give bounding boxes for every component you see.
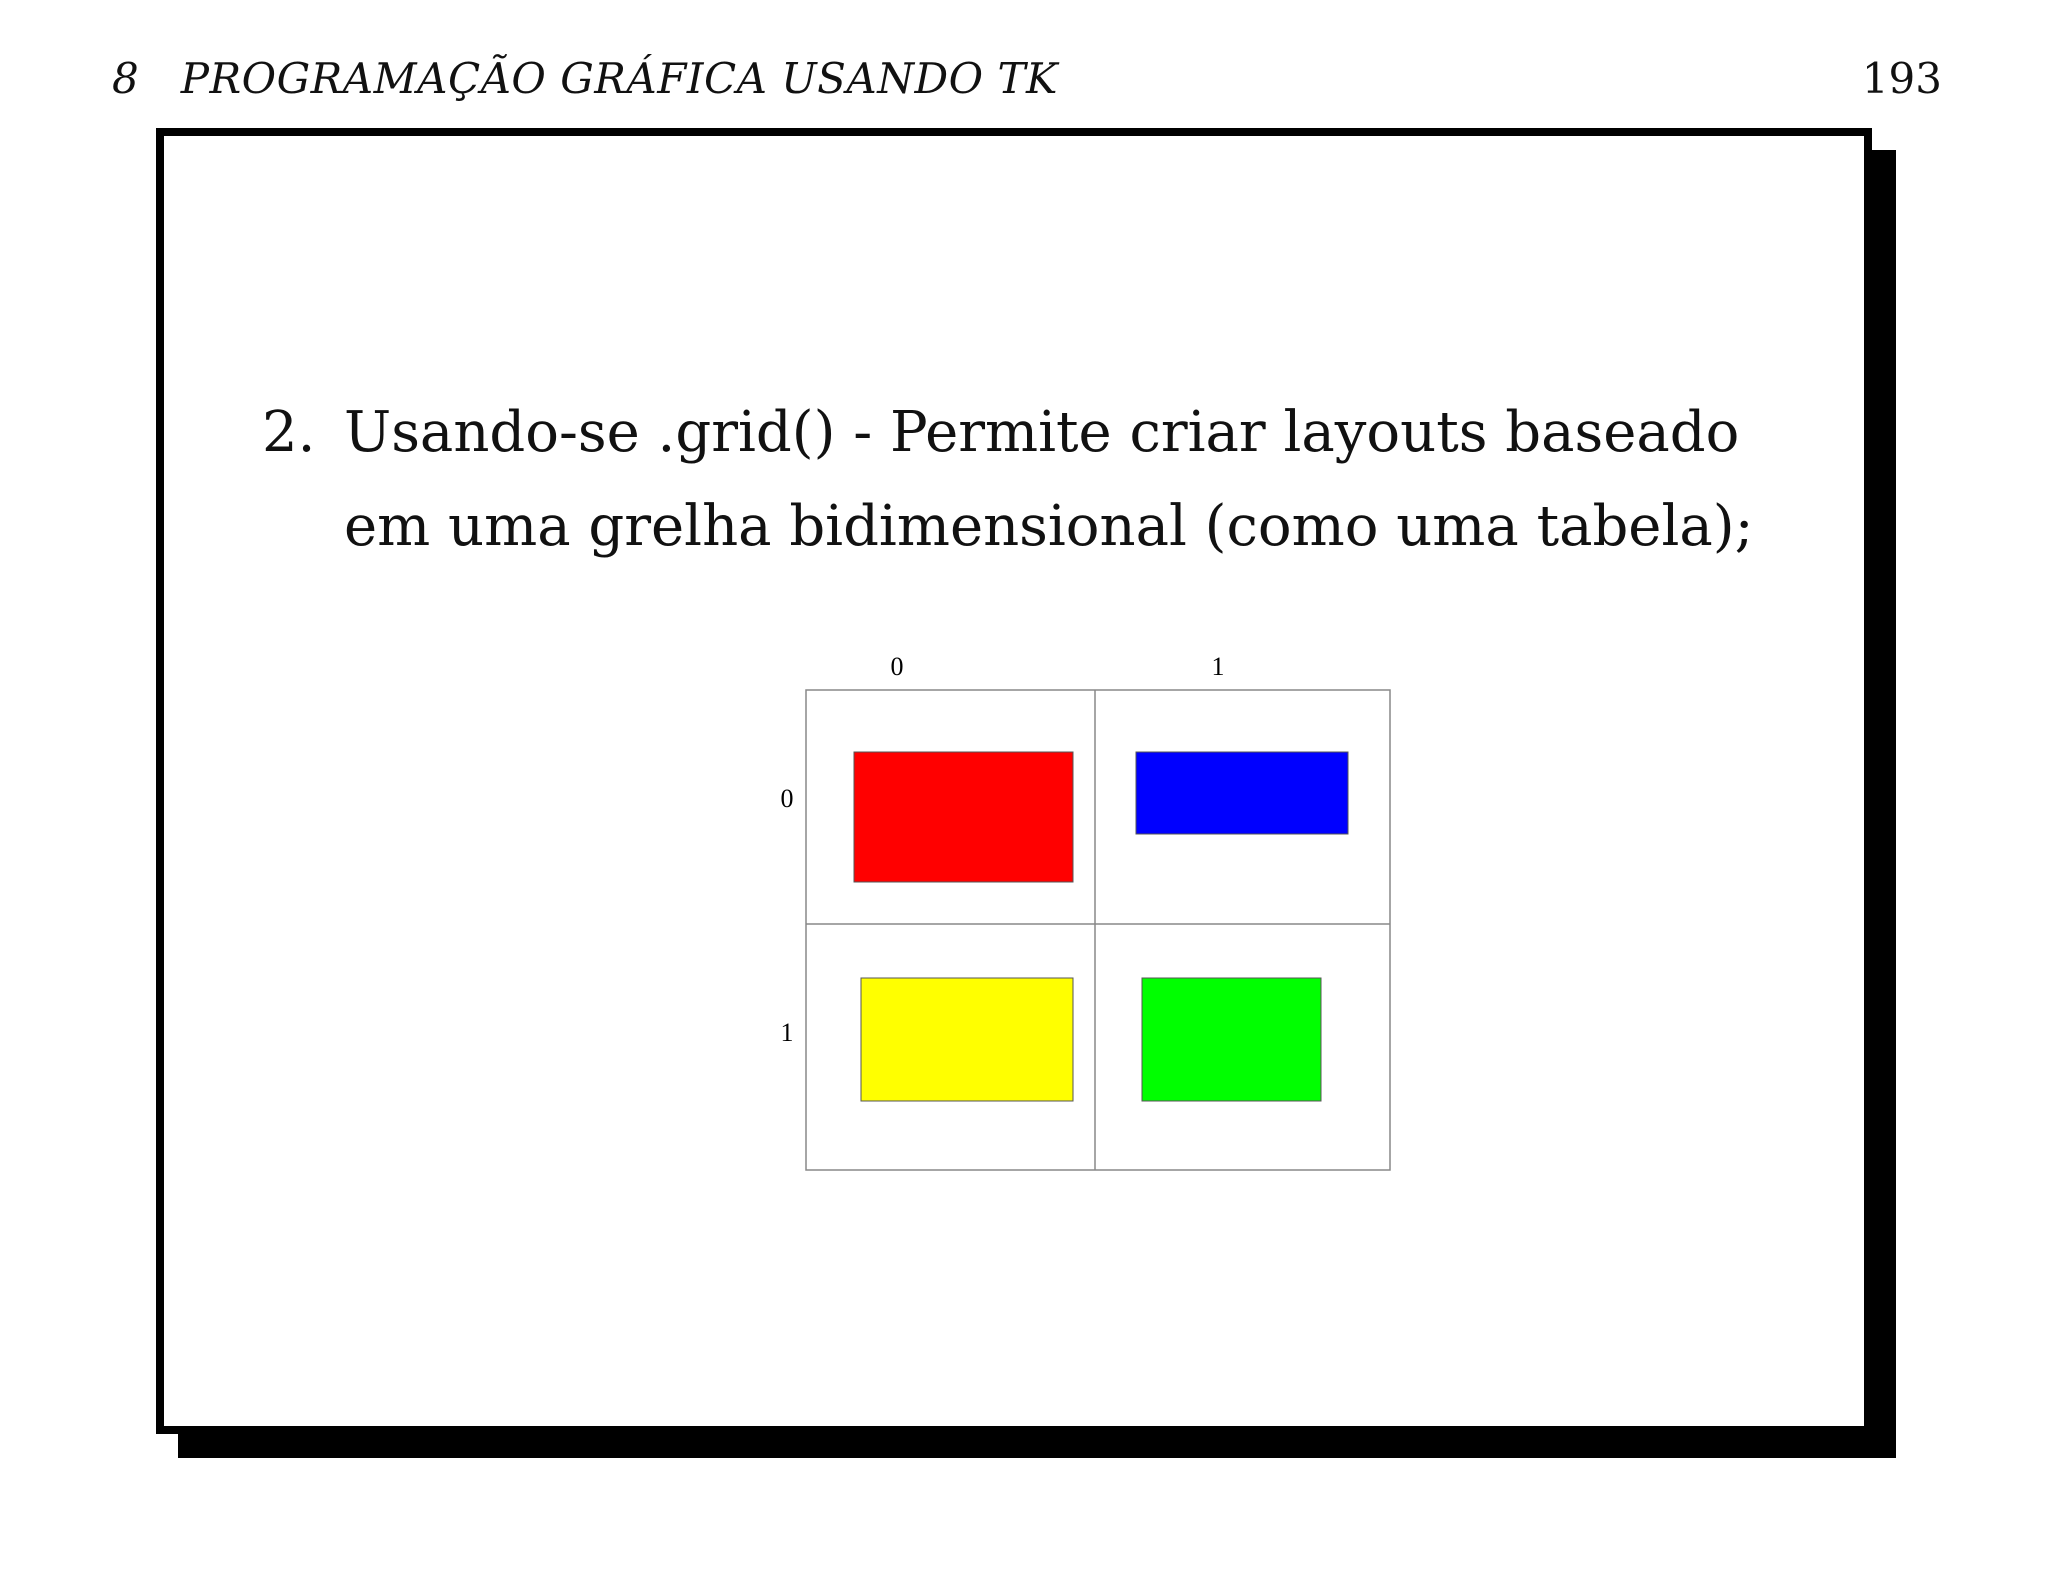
item-number: 2. (262, 400, 316, 465)
cell-box-red (854, 752, 1073, 882)
cell-box-green (1142, 978, 1321, 1101)
item-text: Usando-se .grid() - Permite criar layouts baseado em uma grelha bidimensional (como uma tabela); (344, 400, 1754, 559)
chapter-number: 8 (112, 54, 140, 103)
chapter-title: PROGRAMAÇÃO GRÁFICA USANDO TK (180, 54, 1058, 103)
cell-box-blue (1136, 752, 1348, 834)
cell-box-yellow (861, 978, 1073, 1101)
section-title (112, 54, 1058, 103)
column-label-0: 0 (890, 652, 904, 681)
running-head (112, 54, 1942, 114)
column-label-1: 1 (1211, 652, 1225, 681)
grid-layout-figure (164, 136, 1864, 1426)
page-number: 193 (1861, 54, 1942, 103)
row-label-1: 1 (780, 1018, 794, 1047)
slide-frame (156, 128, 1872, 1434)
row-label-0: 0 (780, 784, 794, 813)
